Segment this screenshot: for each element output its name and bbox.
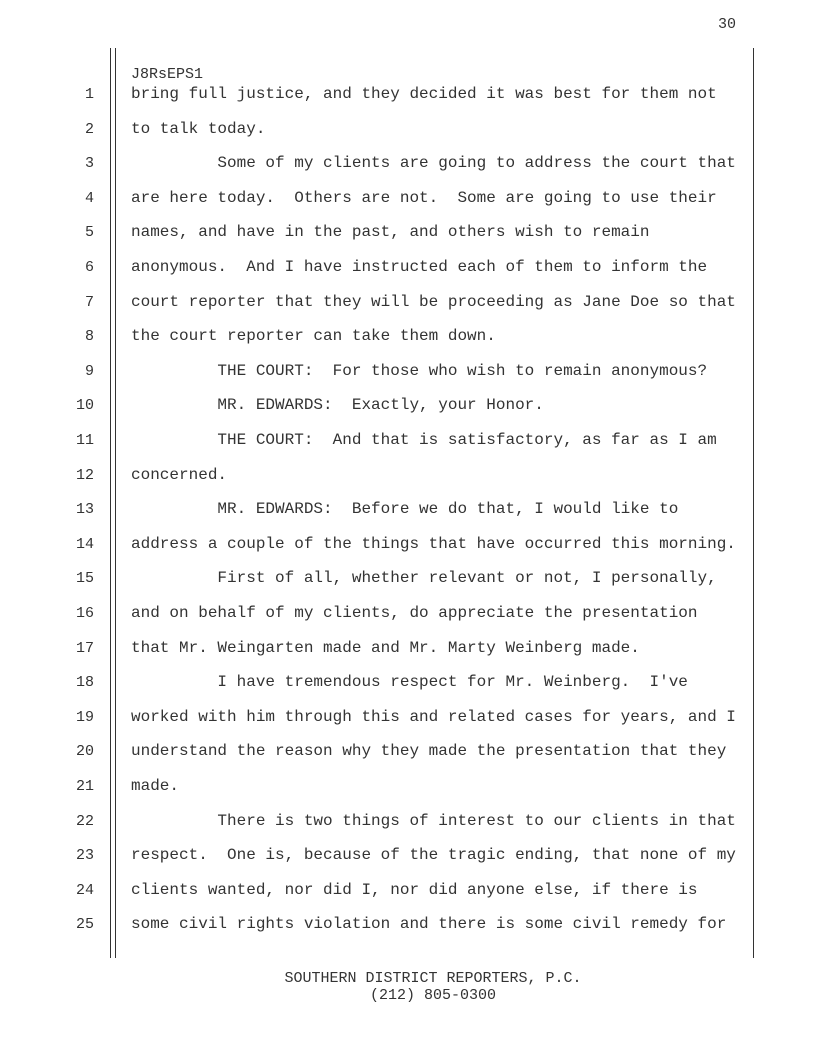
line-number: 23: [75, 847, 94, 865]
transcript-line: the court reporter can take them down.: [131, 327, 496, 346]
line-number: 6: [84, 259, 94, 276]
transcript-line: anonymous. And I have instructed each of them to inform the: [131, 258, 708, 276]
transcript-line: to talk today.: [131, 119, 266, 138]
right-margin-rule: [753, 48, 754, 958]
left-margin-rule-inner: [115, 48, 116, 958]
line-number: 21: [75, 778, 94, 795]
line-number: 24: [75, 881, 94, 899]
line-number: 5: [84, 224, 94, 242]
line-number: 20: [75, 743, 94, 761]
transcript-line: THE COURT: And that is satisfactory, as far as I am: [131, 431, 717, 449]
line-number: 10: [75, 397, 94, 415]
line-number: 3: [84, 155, 94, 173]
line-number: 19: [75, 708, 94, 726]
line-number: 13: [75, 501, 94, 519]
transcript-line: names, and have in the past, and others wish to remain: [131, 223, 650, 242]
transcript-line: worked with him through this and related cases for years, and I: [131, 707, 736, 726]
transcript-line: respect. One is, because of the tragic ending, that none of my: [131, 846, 736, 865]
transcript-line: clients wanted, nor did I, nor did anyone else, if there is: [131, 880, 698, 899]
left-margin-rule: [110, 48, 111, 958]
line-number: 16: [75, 605, 94, 622]
transcript-line: made.: [131, 777, 180, 795]
transcript-line: THE COURT: For those who wish to remain anonymous?: [131, 361, 708, 380]
transcript-line: bring full justice, and they decided it was best for them not: [131, 85, 717, 103]
transcript-line: understand the reason why they made the presentation that they: [131, 742, 727, 761]
transcript-line: and on behalf of my clients, do appreciate the presentation: [131, 604, 698, 622]
line-number: 7: [84, 293, 94, 311]
line-number: 14: [75, 535, 94, 553]
transcript-line: MR. EDWARDS: Before we do that, I would like to: [131, 500, 679, 519]
line-number: 12: [75, 466, 94, 484]
transcript-line: Some of my clients are going to address the court that: [131, 154, 736, 173]
header-code: J8RsEPS1: [131, 66, 204, 83]
footer-phone: (212) 805-0300: [369, 987, 497, 1004]
transcript-line: I have tremendous respect for Mr. Weinberg. I've: [131, 673, 688, 692]
line-number: 1: [84, 86, 94, 103]
line-number: 2: [84, 120, 94, 138]
transcript-line: are here today. Others are not. Some are going to use their: [131, 188, 717, 207]
line-number: 22: [75, 812, 94, 830]
transcript-line: First of all, whether relevant or not, I personally,: [131, 569, 717, 588]
transcript-line: some civil rights violation and there is some civil remedy for: [131, 915, 727, 934]
line-number: 11: [75, 432, 94, 449]
line-number: 9: [84, 362, 94, 380]
line-number: 17: [75, 639, 94, 657]
transcript-line: address a couple of the things that have occurred this morning.: [131, 534, 736, 553]
transcript-line: concerned.: [131, 465, 228, 484]
line-number: 25: [75, 916, 94, 934]
line-number: 15: [75, 570, 94, 588]
transcript-line: MR. EDWARDS: Exactly, your Honor.: [131, 396, 544, 415]
line-number: 8: [84, 328, 94, 346]
transcript-line: There is two things of interest to our clients in that: [131, 811, 736, 830]
page-number: 30: [718, 16, 737, 33]
transcript-line: that Mr. Weingarten made and Mr. Marty Weinberg made.: [131, 638, 640, 657]
line-number: 18: [75, 674, 94, 692]
footer: [0, 970, 816, 1004]
footer-company: SOUTHERN DISTRICT REPORTERS, P.C.: [284, 970, 582, 987]
transcript-line: court reporter that they will be proceeding as Jane Doe so that: [131, 292, 736, 311]
line-number: 4: [84, 189, 94, 207]
